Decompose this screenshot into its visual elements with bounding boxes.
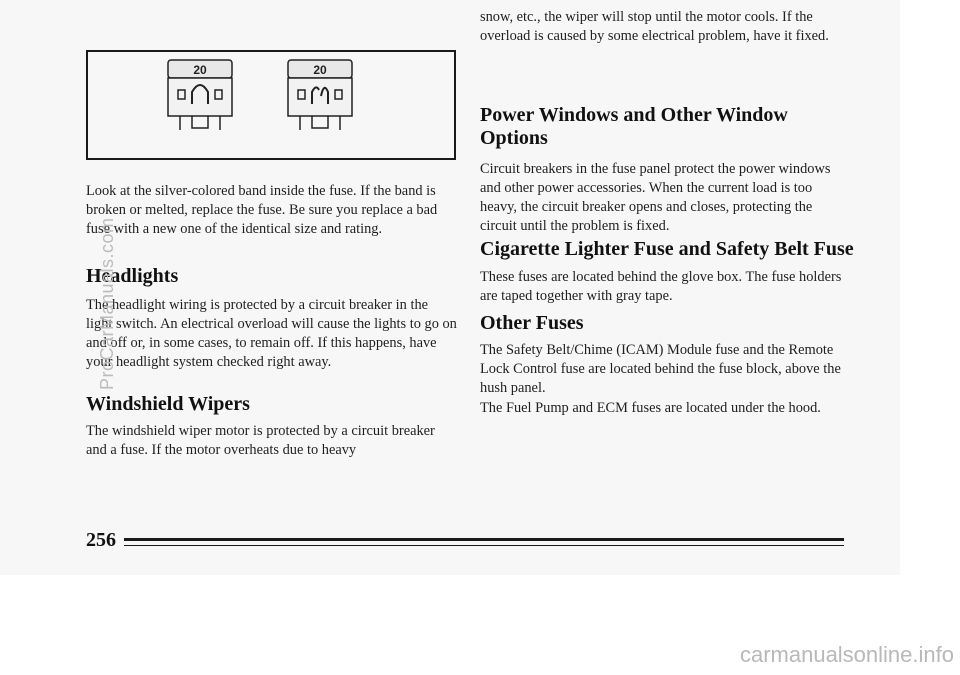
- fuse-right-rating: 20: [313, 63, 327, 77]
- footer-rule: [124, 538, 844, 541]
- other-fuses-heading: Other Fuses: [480, 312, 584, 334]
- power-windows-text: Circuit breakers in the fuse panel protect the power windows and other power accessories. When the current load is too heavy, the circuit breaker opens and closes, protecting the circuit until the problem is fixed.: [480, 161, 831, 234]
- other-fuses-text-1: The Safety Belt/Chime (ICAM) Module fuse and the Remote Lock Control fuse are located behind the fuse block, above the hush panel.: [480, 342, 841, 396]
- fuse-illustration: [86, 50, 456, 160]
- footer-rule-thin: [124, 545, 844, 546]
- blown-fuse: [288, 60, 352, 130]
- wipers-text: The windshield wiper motor is protected by a circuit breaker and a fuse. If the motor overheats due to heavy: [86, 423, 435, 458]
- headlights-text: The headlight wiring is protected by a circuit breaker in the light switch. An electrical overload will cause the lights to go on and off or, in some cases, to remain off. If this happens, have your headlight system checked right away.: [86, 297, 457, 370]
- wipers-heading: Windshield Wipers: [86, 393, 250, 415]
- lighter-fuse-text: These fuses are located behind the glove box. The fuse holders are taped together with gray tape.: [480, 269, 842, 304]
- other-fuses-text-2: The Fuel Pump and ECM fuses are located under the hood.: [480, 400, 821, 416]
- power-windows-heading: Power Windows and Other Window Options: [480, 104, 788, 149]
- side-watermark: ProCarManuals.com: [97, 217, 117, 390]
- page-number: 256: [86, 529, 116, 551]
- fuse-diagram: [88, 52, 454, 158]
- good-fuse: [168, 60, 232, 130]
- wipers-text-continued: snow, etc., the wiper will stop until the motor cools. If the overload is caused by some electrical problem, have it fixed.: [480, 9, 829, 44]
- bottom-watermark: carmanualsonline.info: [739, 642, 954, 667]
- fuse-instructions: Look at the silver-colored band inside the fuse. If the band is broken or melted, replace the fuse. Be sure you replace a bad fuse with a new one of the identical size and rating.: [86, 183, 438, 237]
- lighter-fuse-heading: Cigarette Lighter Fuse and Safety Belt Fuse: [480, 238, 854, 260]
- fuse-left-rating: 20: [193, 63, 207, 77]
- headlights-heading: Headlights: [86, 265, 179, 287]
